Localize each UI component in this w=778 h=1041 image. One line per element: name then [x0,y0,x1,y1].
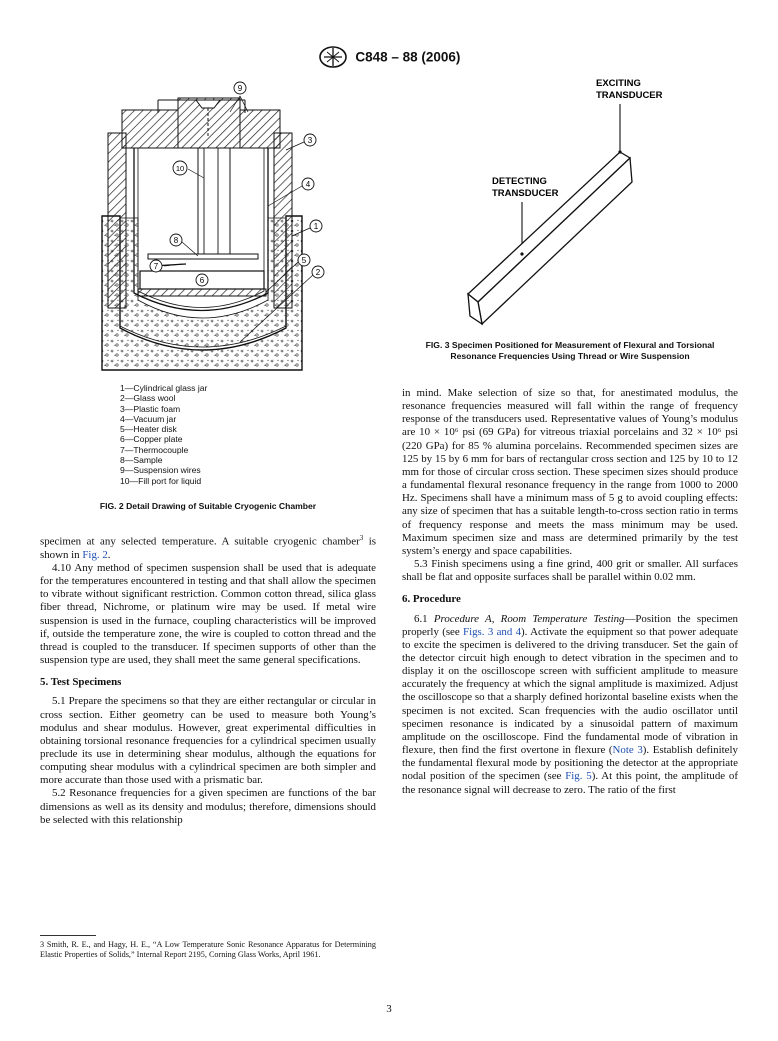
fig2-callout-1 [310,220,322,232]
fig2-callout-3 [304,134,316,146]
exciting-label-line2: TRANSDUCER [596,90,663,101]
paragraph-5-3: 5.3 Finish specimens using a fine grind, 400 grit or smaller. All surfaces shall be flat and opposite surfaces shall be parallel within 0.02 mm. [402,558,738,584]
svg-text:9: 9 [237,84,243,93]
detecting-label-line1: DETECTING [492,176,547,187]
legend-item: 8—Sample [120,455,163,466]
legend-item: 1—Cylindrical glass jar [120,383,208,393]
astm-logo-icon [318,46,348,68]
figs-3-4-link[interactable]: Figs. 3 and 4 [463,625,522,638]
fig2-callout-5 [298,254,310,266]
svg-text:8: 8 [173,236,179,245]
footnote-rule [40,935,96,936]
fig2-cryogenic-chamber-drawing [90,78,352,376]
paragraph-5-2-continued: in mind. Make selection of size so that, for anestimated modulus, the resonance frequencies measured will fall within the range of frequency response of the transducers used. Representative values of Young’s modulus are 10 × 10⁶ psi (69 GPa) for vitreous triaxial porcelains and 32 × 10⁶ psi (220 GPa) for 85 % alumina porcelains. Recommended specimen sizes are 125 by 15 by 6 mm for bars of rectangular cross section and 125 by 10 to 12 mm for those of circular cross section. These specimen sizes should produce a fundamental flexural resonance frequency in the range from 1000 to 2000 Hz. Specimens shall have a minimum mass of 5 g to avoid coupling effects: any size of specimen that has a suitable length-to-cross section ratio in terms of frequency response and meets the mass minimum may be used. Maximum specimen size and mass are determined primarily by the test system’s energy and space capabilities. [402,387,738,557]
note-3-link[interactable]: Note 3 [612,744,643,757]
fig2-caption: FIG. 2 Detail Drawing of Suitable Cryogenic Chamber [99,501,317,511]
legend-item: 3—Plastic foam [120,403,181,414]
fig2-callout-10 [173,161,187,175]
fig5-link[interactable]: Fig. 5 [565,770,592,783]
svg-text:1: 1 [313,222,319,231]
legend-item: 4—Vacuum jar [120,413,177,424]
paragraph-6-1: 6.1 Procedure A, Room Temperature Testing—Position the specimen properly (see Figs. 3 and 4). Activate the equipment so that power adequate to excite the specimen is delivered to the driving transducer. Set the gain of the detector circuit high enough to detect vibration in the specimen and to display it on the oscilloscope screen with sufficient amplitude to measure accurately the frequency at which the signal amplitude is maximized. Adjust the oscilloscope so that a sharply defined horizontal baseline exists when the specimen is not excited. Scan frequencies with the audio oscillator until specimen resonance is indicated by a sinusoidal pattern of maximum amplitude on the oscilloscope. Find the fundamental mode of vibration in flexure, then find the first overtone in flexure (Note 3). Establish definitely the fundamental flexural mode by positioning the detector at the appropriate nodal position of the specimen (see Fig. 5). At this point, the amplitude of the resonance signal will decrease to zero. The ratio of the first [402,612,739,796]
legend-item: 2—Glass wool [120,393,176,404]
paragraph-4-10: 4.10 Any method of specimen suspension shall be used that is adequate for the temperatures encountered in testing and that shall allow the specimen to vibrate without significant restriction. Common cotton thread, silica glass fiber thread, Nichrome, or platinum wire may be used. If metal wire suspension is used in the furnace, coupling characteristics will be improved if, outside the temperature zone, the wire is coupled to cotton thread and the thread is coupled to the transducer. If specimen supports of other than the suspension type are used, they shall meet the same general specifications. [40,561,376,667]
section-heading-procedure: 6. Procedure [402,593,461,606]
legend-item: 5—Heater disk [120,424,177,435]
section-heading-test-specimens: 5. Test Specimens [40,676,122,689]
fig2-callout-9 [234,82,246,94]
exciting-label-line1: EXCITING [596,78,641,89]
standard-designation: C848 – 88 (2006) [355,49,461,65]
paragraph-5-1: 5.1 Prepare the specimens so that they are either rectangular or circular in cross section. Either geometry can be used to measure both Young’s modulus and shear modulus. However, great experimental difficulties in obtaining torsional resonance frequencies for a cylindrical specimen usually preclude its use in determining shear modulus, although the equations for computing shear modulus with a cylindrical specimen are both simpler and more accurate than those used with a prismatic bar. [40,695,376,787]
svg-text:4: 4 [305,180,311,189]
paragraph-4-9-continued: specimen at any selected temperature. A suitable cryogenic chamber$^3$ is shown in Fig. 2. [40,534,376,561]
legend-item: 9—Suspension wires [120,465,201,476]
svg-text:2: 2 [315,268,321,277]
legend-item: 6—Copper plate [120,434,183,445]
fig3-caption: FIG. 3 Specimen Positioned for Measurement of Flexural and Torsional Resonance Frequencies Using Thread or Wire Suspension [425,340,715,361]
paragraph-5-2: 5.2 Resonance frequencies for a given specimen are functions of the bar dimensions as well as its density and modulus; therefore, dimensions should be selected with this relationship [40,787,376,826]
fig2-callout-7 [150,260,162,272]
detecting-label-line2: TRANSDUCER [492,188,559,199]
right-column [402,387,738,797]
fig2-legend [120,383,207,486]
svg-text:7: 7 [153,262,159,271]
svg-text:6: 6 [199,276,205,285]
svg-text:5: 5 [301,256,307,265]
fig2-callout-8 [170,234,182,246]
legend-item: 7—Thermocouple [120,444,189,455]
fig3-specimen-drawing [460,72,700,334]
fig2-callout-6 [196,274,208,286]
page-number: 3 [386,1003,392,1015]
document-header [0,46,778,68]
svg-text:3: 3 [307,136,313,145]
fig2-callout-4 [302,178,314,190]
fig2-link[interactable]: Fig. 2 [82,548,108,561]
fig2-callout-2 [312,266,324,278]
svg-text:10: 10 [175,164,185,173]
legend-item: 10—Fill port for liquid [120,475,202,486]
footnote-3: 3 Smith, R. E., and Hagy, H. E., “A Low Temperature Sonic Resonance Apparatus for Determining Elastic Properties of Solids,” Internal Report 2195, Corning Glass Works, April 1961. [40,940,376,960]
left-column [40,532,376,827]
